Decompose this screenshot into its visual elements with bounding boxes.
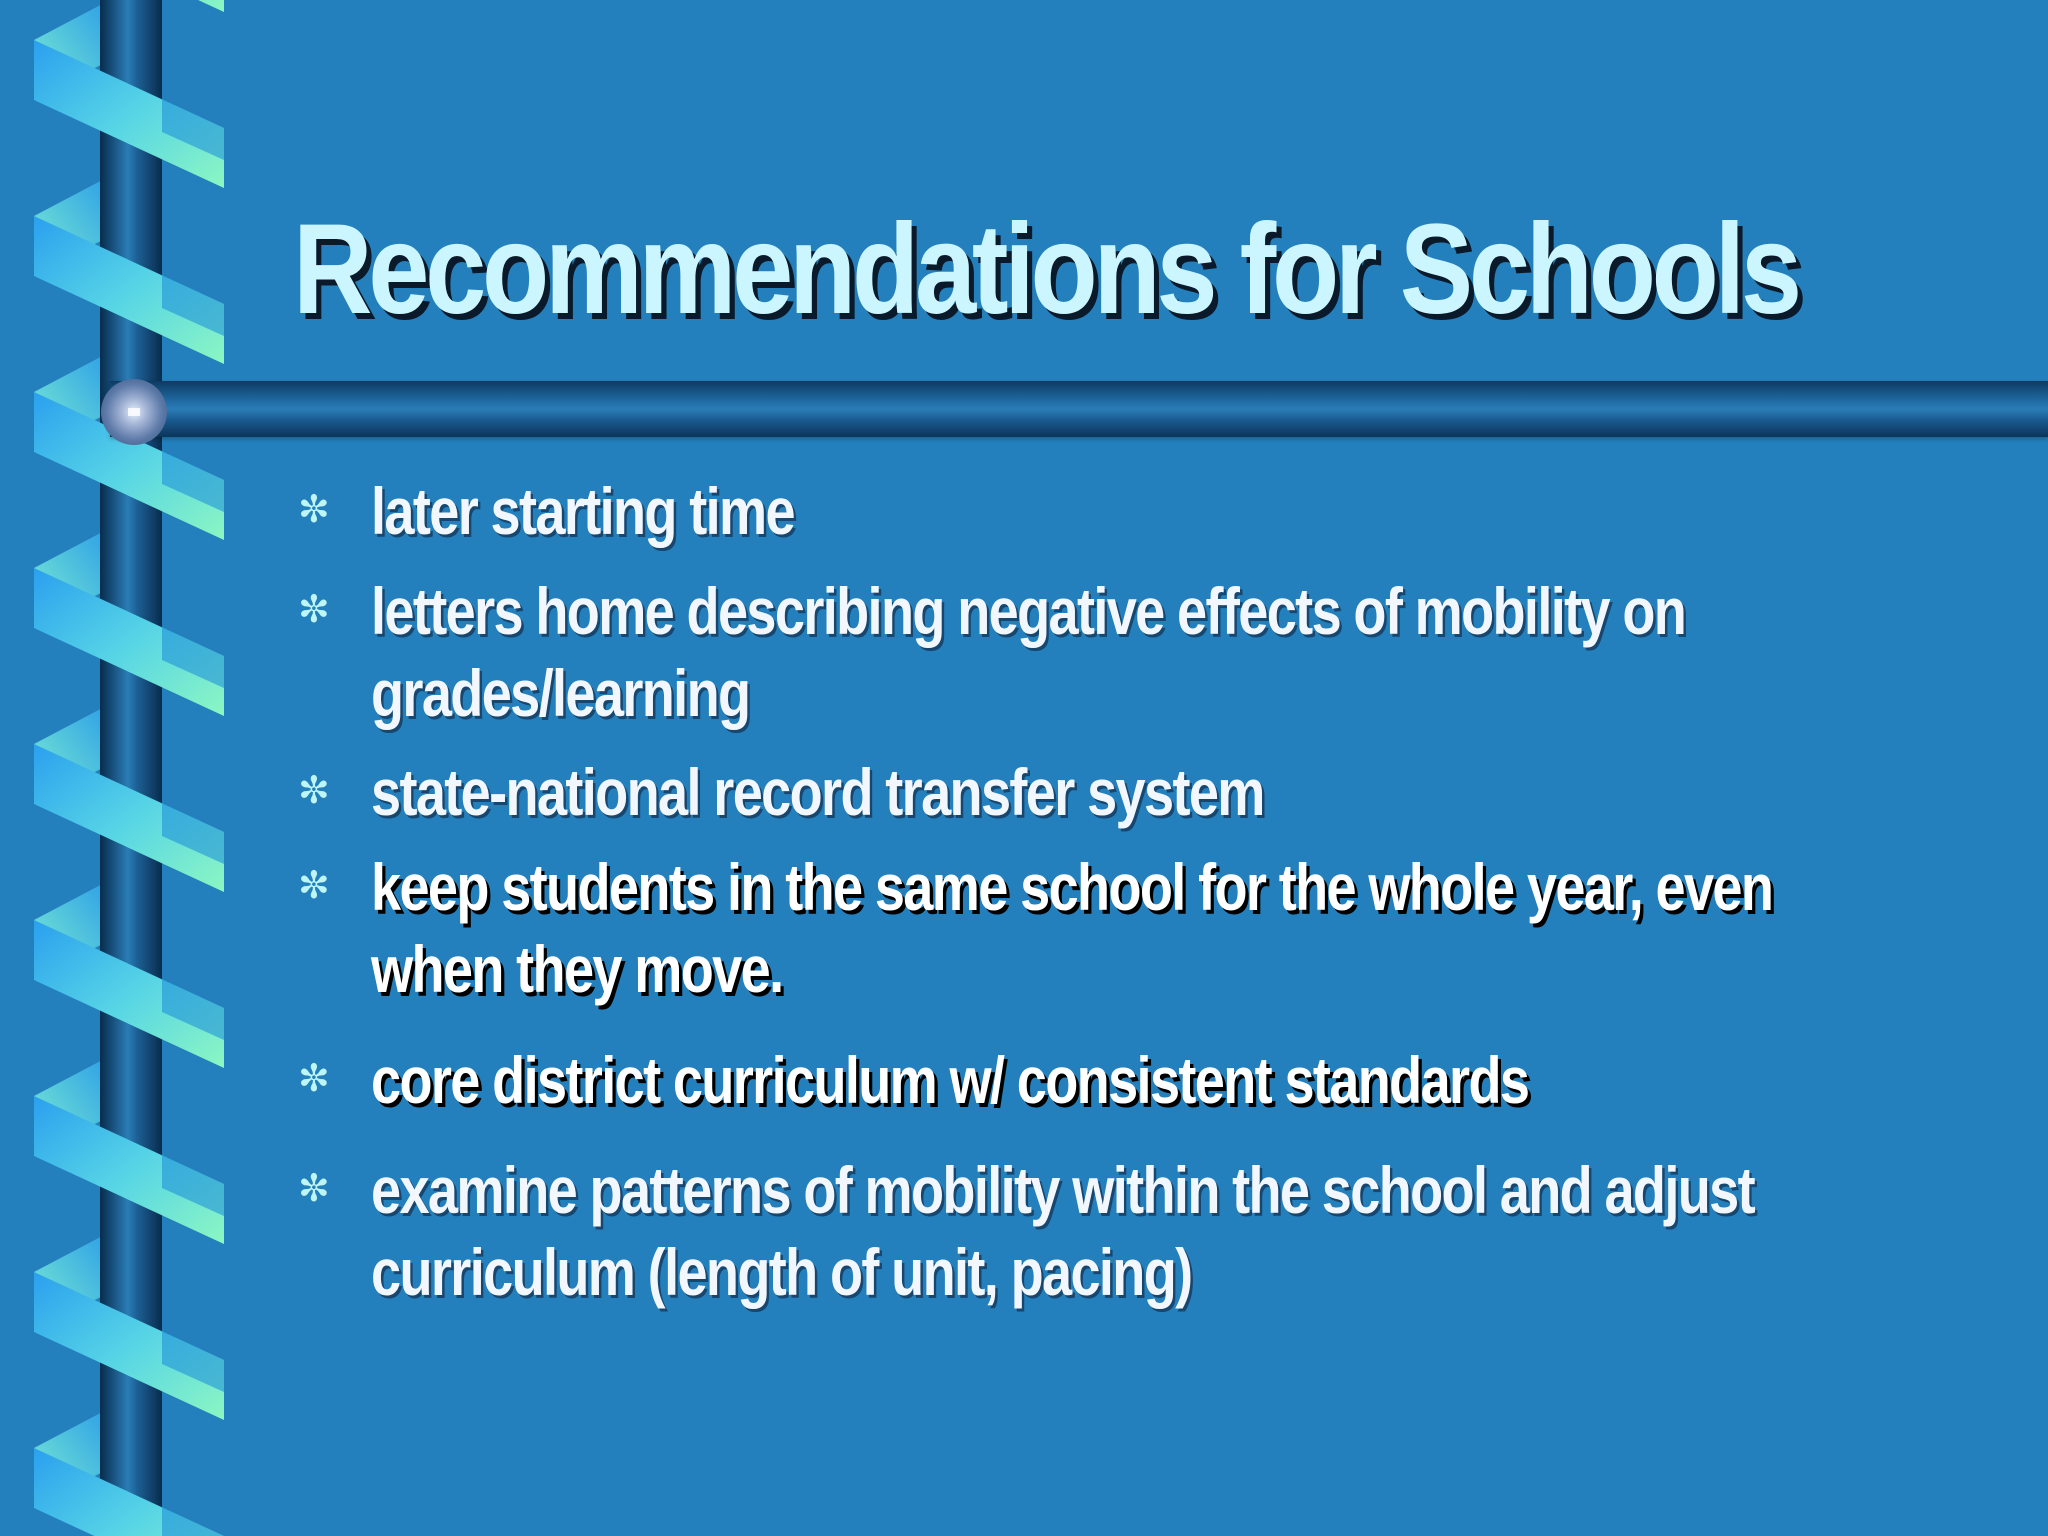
- sparkle-star-icon: ✼: [298, 863, 330, 907]
- sparkle-star-icon: ✼: [298, 768, 330, 812]
- sparkle-star-icon: ✼: [298, 1166, 330, 1210]
- bullet-text-line: examine patterns of mobility within the school and adjust: [371, 1153, 1754, 1227]
- bullet-text-line: state-national record transfer system: [371, 755, 1264, 829]
- bullet-text-line: core district curriculum w/ consistent standards: [371, 1043, 1529, 1117]
- sparkle-star-icon: ✼: [298, 1056, 330, 1100]
- bullet-text-line: when they move.: [371, 932, 783, 1006]
- bullet-text-line: letters home describing negative effects of mobility on: [371, 574, 1686, 648]
- bullet-text-line: later starting time: [371, 474, 794, 548]
- bullet-text-line: curriculum (length of unit, pacing): [371, 1235, 1192, 1309]
- sparkle-star-icon: ✼: [298, 587, 330, 631]
- slide-title: Recommendations for Schools: [293, 198, 1798, 341]
- bullet-text-line: grades/learning: [371, 656, 750, 730]
- bullet-text-line: keep students in the same school for the whole year, even: [371, 850, 1773, 924]
- sparkle-star-icon: ✼: [298, 487, 330, 531]
